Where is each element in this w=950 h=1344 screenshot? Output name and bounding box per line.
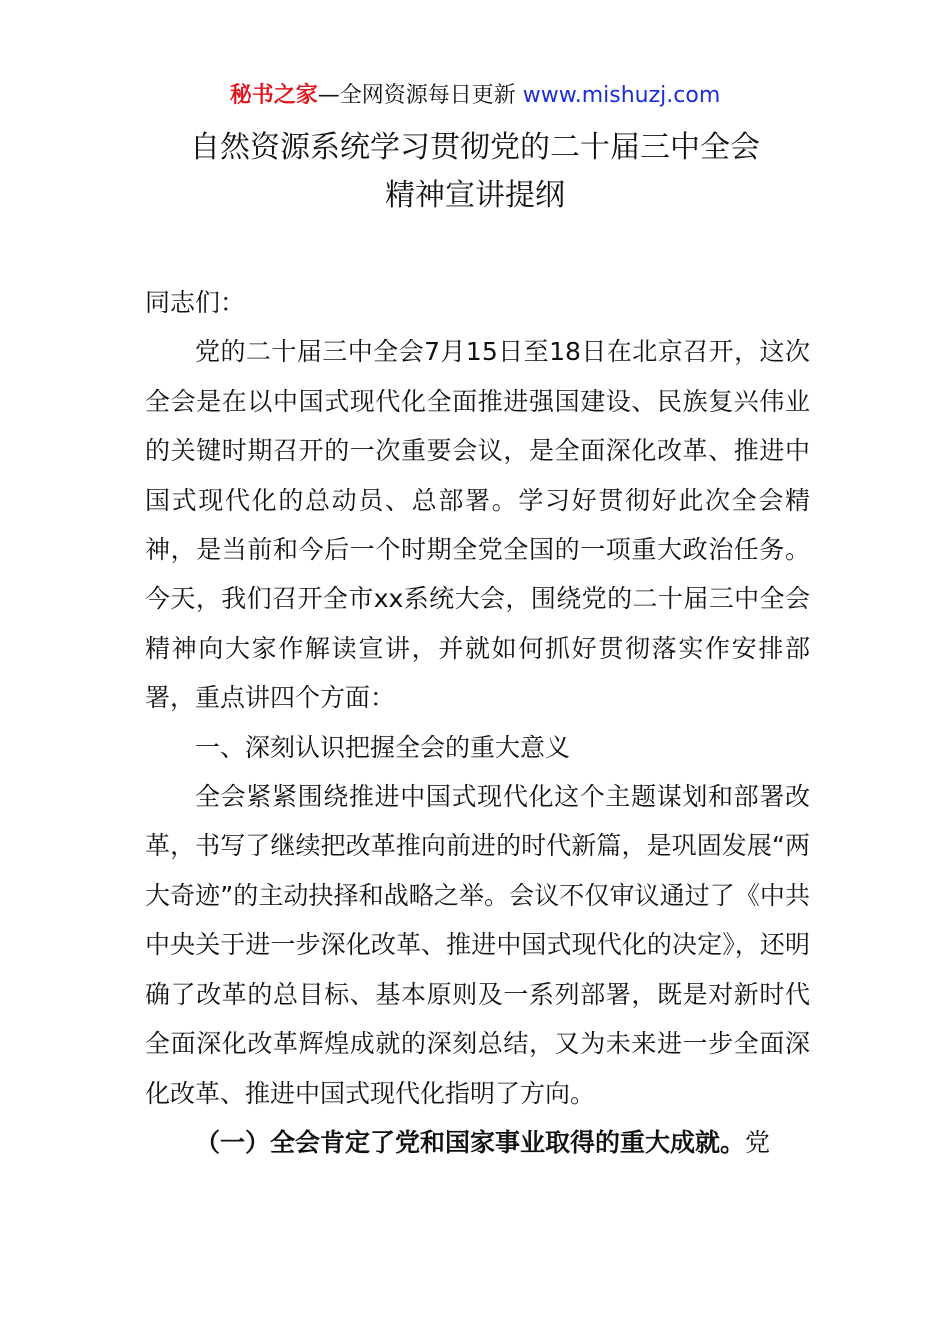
subsection-text-1: 党 bbox=[745, 1127, 771, 1157]
subsection-heading-1: （一）全会肯定了党和国家事业取得的重大成就。 bbox=[195, 1127, 746, 1157]
salutation: 同志们： bbox=[145, 288, 246, 317]
paragraph-significance: 全会紧紧围绕推进中国式现代化这个主题谋划和部署改革，书写了继续把改革推向前进的时代新篇，是巩固发展“两大奇迹”的主动抉择和战略之举。会议不仅审议通过了《中共中央关于进一步深化改革、推进中国式现代化的决定》，还明确了改革的总目标、基本原则及一系列部署，既是对新时代全面深化改革辉煌成就的深刻总结，又为未来进一步全面深化改革、推进中国式现代化指明了方向。 bbox=[145, 782, 810, 1108]
document-body bbox=[145, 278, 810, 1167]
subsection-paragraph-1 bbox=[145, 1118, 810, 1167]
paragraph-intro: 党的二十届三中全会7月15日至18日在北京召开，这次全会是在以中国式现代化全面推进强国建设、民族复兴伟业的关键时期召开的一次重要会议，是全面深化改革、推进中国式现代化的总动员、总部署。学习好贯彻好此次全会精神，是当前和今后一个时期全党全国的一项重大政治任务。今天，我们召开全市xx系统大会，围绕党的二十届三中全会精神向大家作解读宣讲，并就如何抓好贯彻落实作安排部署，重点讲四个方面： bbox=[145, 337, 810, 713]
site-banner bbox=[0, 80, 950, 112]
section-heading-1: 一、深刻认识把握全会的重大意义 bbox=[195, 732, 571, 762]
site-brand: 秘书之家 bbox=[229, 83, 318, 108]
site-url-link[interactable]: www.mishuzj.com bbox=[522, 83, 721, 108]
site-tagline: —全网资源每日更新 bbox=[317, 83, 523, 108]
document-title-line-1: 自然资源系统学习贯彻党的二十届三中全会 bbox=[190, 130, 760, 165]
document-title-line-2: 精神宣讲提纲 bbox=[385, 178, 565, 213]
